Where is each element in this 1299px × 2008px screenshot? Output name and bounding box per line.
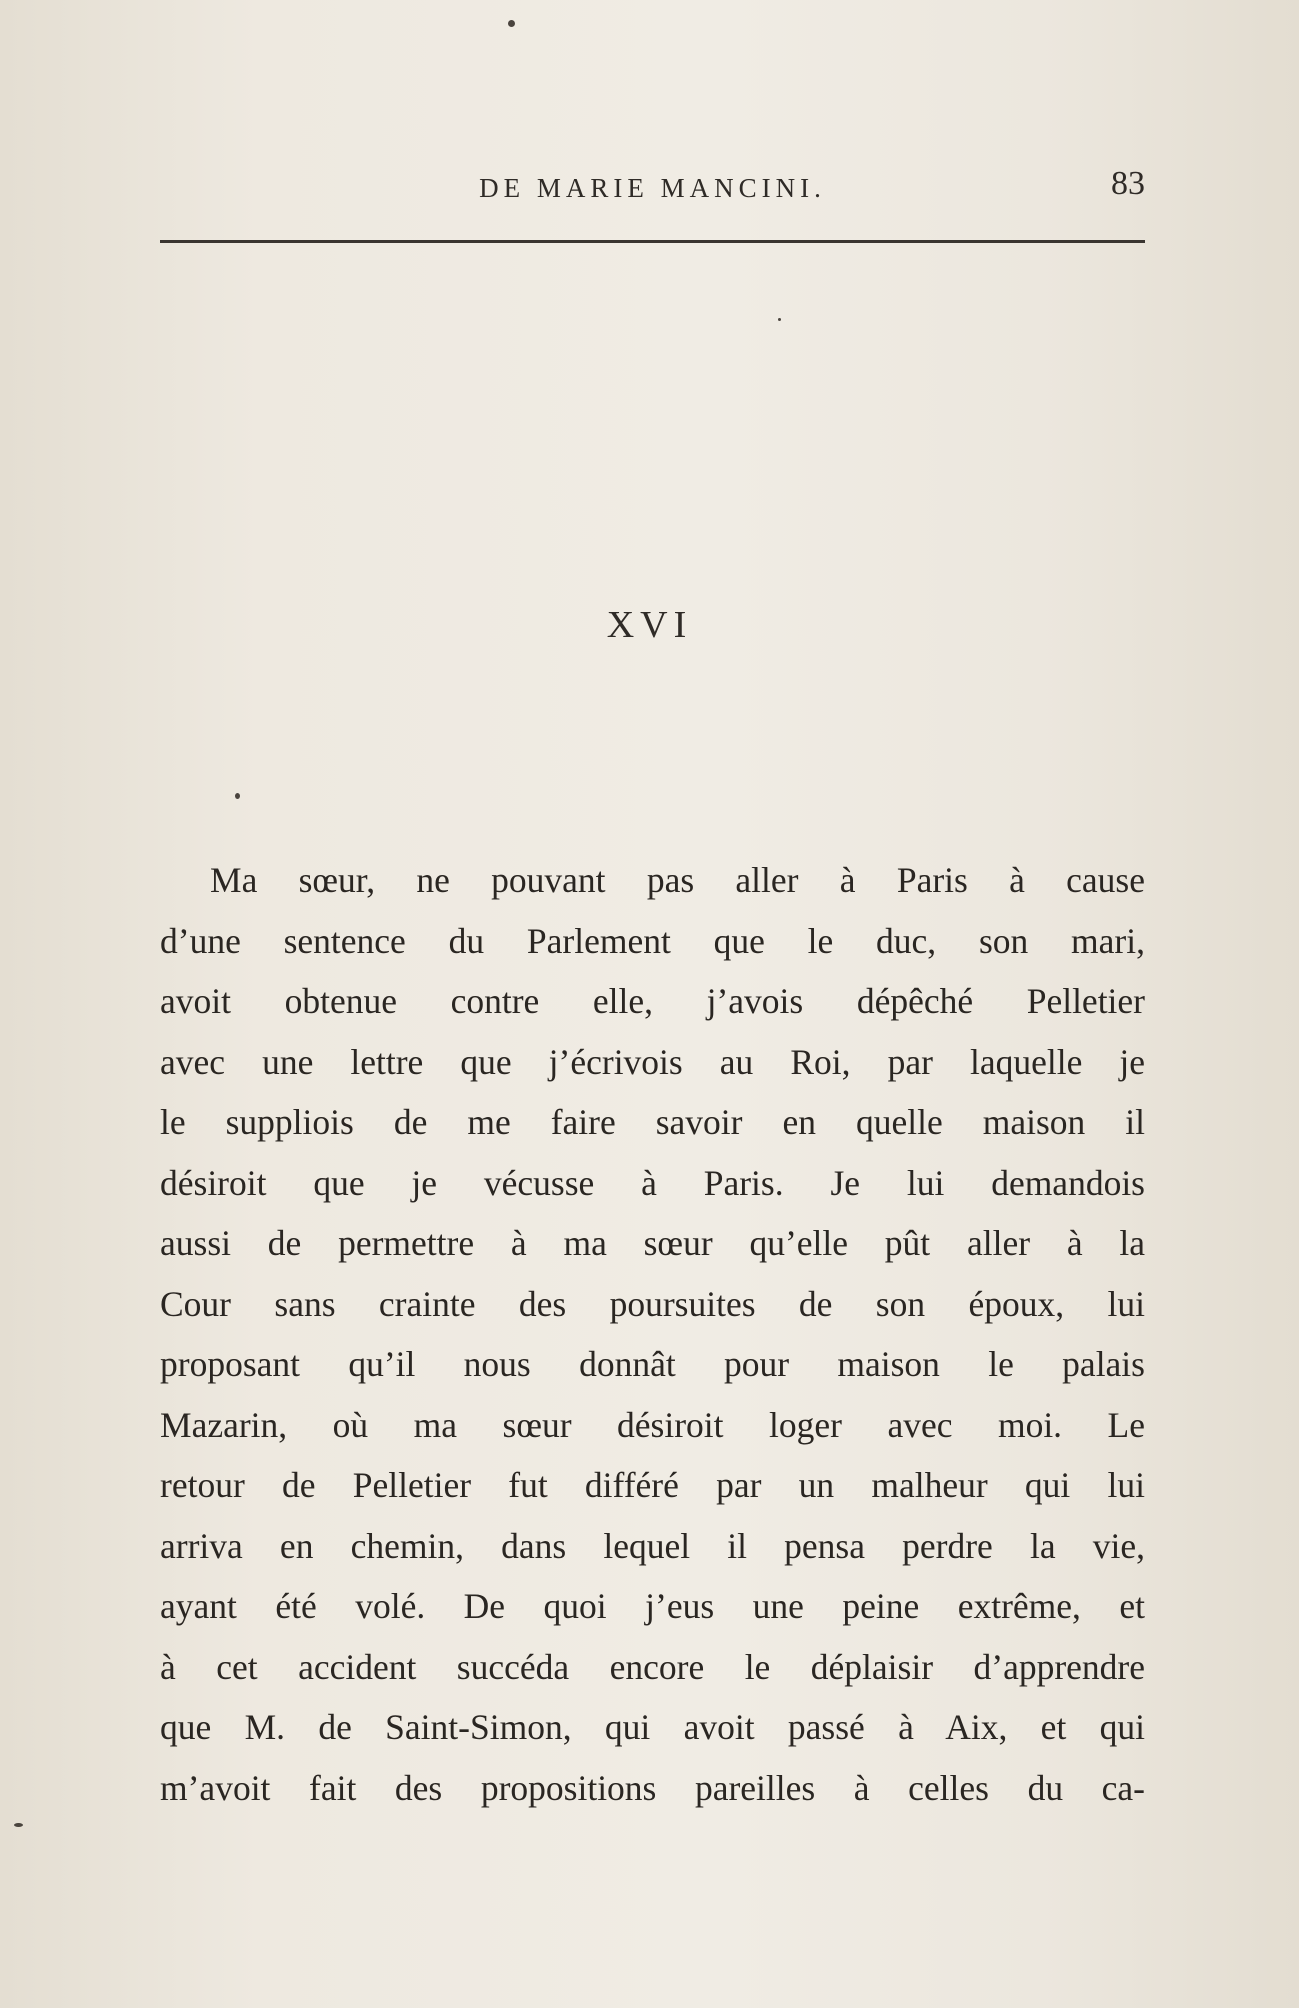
ink-speck <box>778 318 781 321</box>
text-line: proposant qu’il nous donnât pour maison le palais <box>160 1344 1145 1384</box>
text-line: avec une lettre que j’écrivois au Roi, par laquelle je <box>160 1041 1145 1082</box>
text-line: Ma sœur, ne pouvant pas aller à Paris à cause <box>210 860 1145 900</box>
running-head <box>160 165 1145 215</box>
body-text <box>160 850 1145 1818</box>
ink-speck <box>235 793 240 799</box>
text-line: que M. de Saint-Simon, qui avoit passé à Aix, et qui <box>160 1707 1145 1747</box>
text-line: d’une sentence du Parlement que le duc, son mari, <box>160 920 1145 961</box>
text-line: avoit obtenue contre elle, j’avois dépêché Pelletier <box>160 981 1145 1021</box>
ink-speck <box>14 1823 23 1827</box>
header-rule <box>160 240 1145 243</box>
ink-speck <box>508 20 515 27</box>
text-line: à cet accident succéda encore le déplaisir d’apprendre <box>160 1646 1145 1687</box>
chapter-number: XVI <box>606 604 693 646</box>
page-number: 83 <box>1111 165 1145 202</box>
text-line: retour de Pelletier fut différé par un malheur qui lui <box>160 1465 1145 1505</box>
text-line: m’avoit fait des propositions pareilles à celles du ca- <box>160 1767 1145 1808</box>
running-title: DE MARIE MANCINI. <box>479 173 826 203</box>
text-line: désiroit que je vécusse à Paris. Je lui demandois <box>160 1162 1145 1203</box>
text-line: Mazarin, où ma sœur désiroit loger avec moi. Le <box>160 1404 1145 1445</box>
text-line: arriva en chemin, dans lequel il pensa perdre la vie, <box>160 1525 1145 1566</box>
text-line: Cour sans crainte des poursuites de son époux, lui <box>160 1283 1145 1324</box>
text-line: le suppliois de me faire savoir en quelle maison il <box>160 1102 1145 1142</box>
text-line: aussi de permettre à ma sœur qu’elle pût aller à la <box>160 1223 1145 1263</box>
text-line: ayant été volé. De quoi j’eus une peine extrême, et <box>160 1586 1145 1626</box>
